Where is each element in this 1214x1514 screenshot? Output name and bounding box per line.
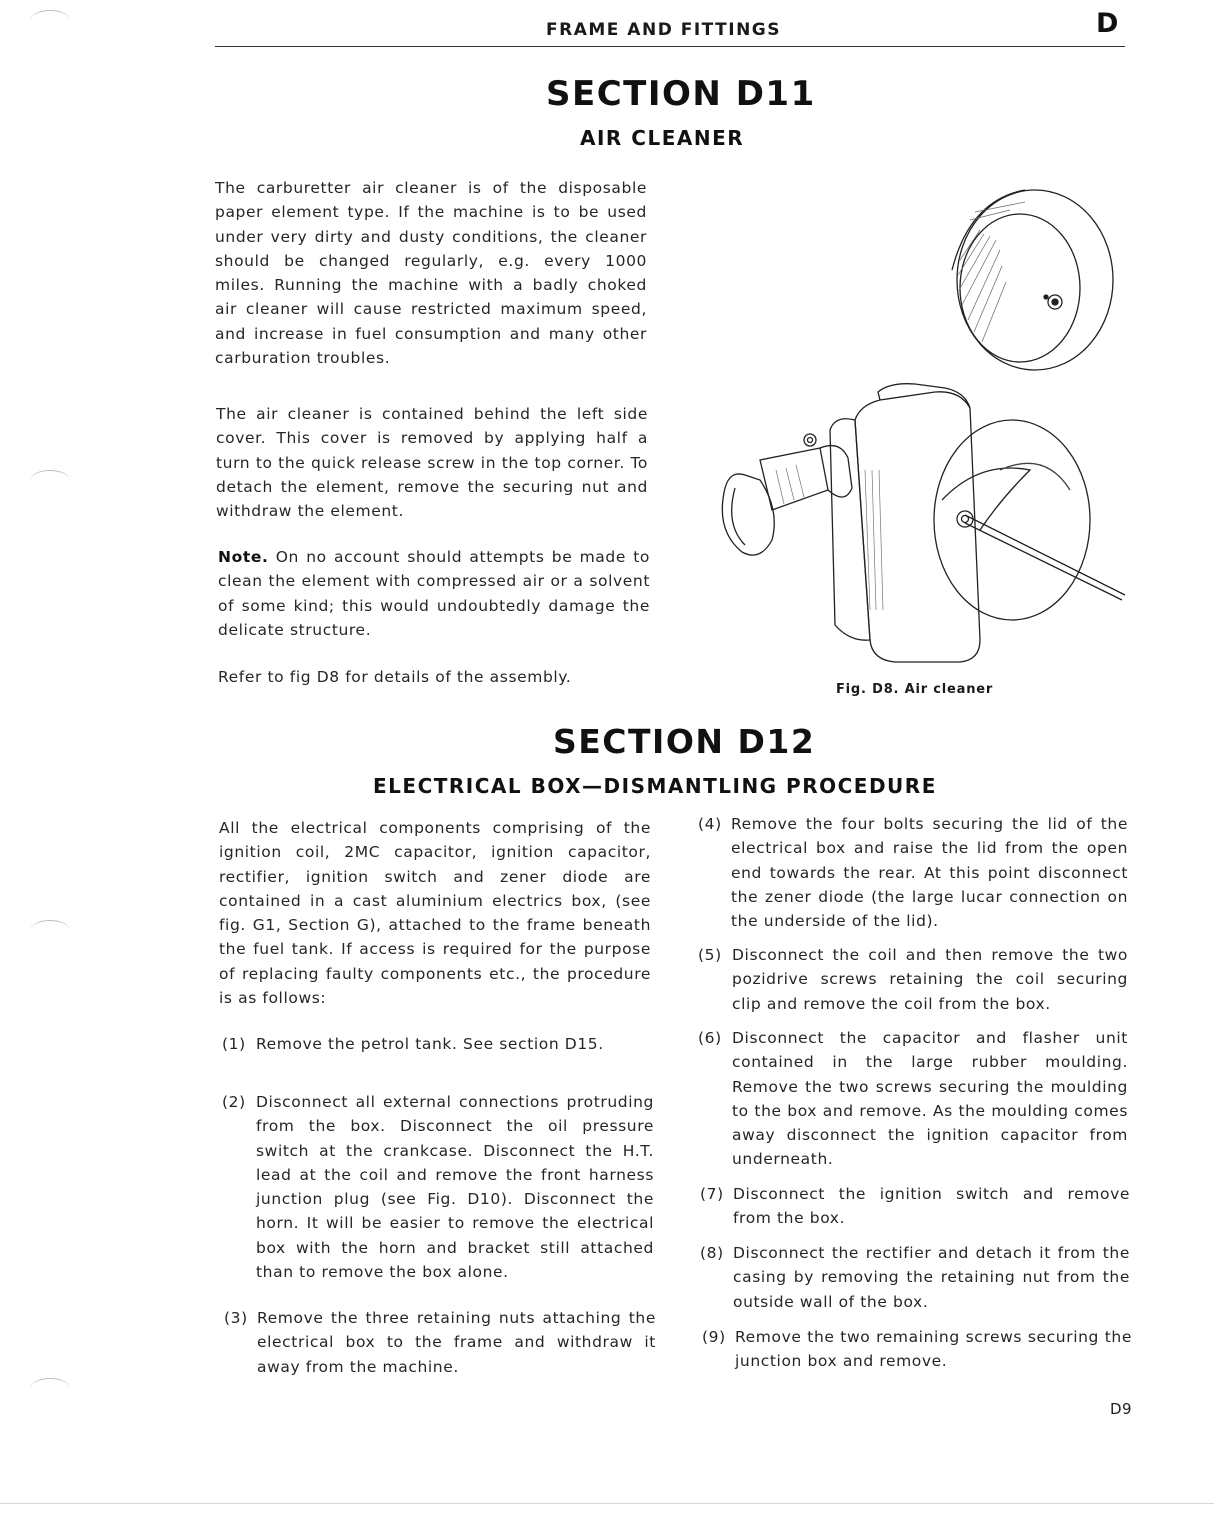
step-text: Remove the two remaining screws securing the junction box and remove. (735, 1328, 1132, 1371)
header-rule (215, 46, 1125, 47)
scan-edge-line (0, 1503, 1214, 1504)
procedure-step (698, 1026, 1128, 1172)
procedure-step (698, 943, 1128, 1016)
punch-hole-shadow (30, 1378, 70, 1399)
step-number: (4) (698, 815, 722, 833)
procedure-step (222, 1090, 654, 1284)
filter-element-drawing (952, 190, 1113, 370)
d11-note (218, 545, 650, 642)
step-text: Remove the petrol tank. See section D15. (256, 1035, 604, 1053)
procedure-step (224, 1306, 656, 1379)
punch-hole-shadow (30, 470, 70, 491)
air-cleaner-illustration (680, 170, 1140, 670)
step-text: Remove the three retaining nuts attaching the electrical box to the frame and withdraw it away from the machine. (257, 1309, 656, 1376)
d11-paragraph-2: The air cleaner is contained behind the left side cover. This cover is removed by applying half a turn to the quick release screw in the top corner. To detach the element, remove the securing nut and withdraw the element. (216, 405, 648, 521)
step-text: Disconnect the rectifier and detach it from the casing by removing the retaining nut from the outside wall of the box. (733, 1244, 1130, 1311)
step-number: (1) (222, 1035, 246, 1053)
section-d12-title: SECTION D12 (553, 722, 816, 761)
step-text: Disconnect all external connections protruding from the box. Disconnect the oil pressure switch at the crankcase. Disconnect the H.T. lead at the coil and remove the front harness junction plug (see Fig. D10). Disconnect the horn. It will be easier to remove the electrical box with the horn and bracket still attached than to remove the box alone. (256, 1093, 654, 1282)
section-d11-subtitle: AIR CLEANER (580, 126, 745, 150)
housing-drawing (830, 384, 1125, 662)
section-d12-subtitle: ELECTRICAL BOX—DISMANTLING PROCEDURE (373, 774, 937, 798)
procedure-step (222, 1032, 654, 1056)
step-number: (9) (702, 1328, 726, 1346)
step-text: Disconnect the capacitor and flasher unit contained in the large rubber moulding. Remove the two screws securing the moulding to the box and remove. As the moulding comes away disconnect the ignition capacitor from underneath. (732, 1029, 1128, 1169)
step-text: Disconnect the coil and then remove the two pozidrive screws retaining the coil securing clip and remove the coil from the box. (732, 946, 1128, 1013)
step-number: (7) (700, 1185, 724, 1203)
procedure-step (702, 1325, 1132, 1374)
d12-intro-paragraph: All the electrical components comprising of the ignition coil, 2MC capacitor, ignition capacitor, rectifier, ignition switch and zener diode are contained in a cast aluminium electrics box, (see fig. G1, Section G), attached to the frame beneath the fuel tank. If access is required for the purpose of replacing faulty components etc., the procedure is as follows: (219, 819, 651, 1008)
step-number: (8) (700, 1244, 724, 1262)
d11-figure-reference: Refer to fig D8 for details of the assembly. (218, 668, 572, 686)
procedure-step (700, 1241, 1130, 1314)
step-number: (5) (698, 946, 722, 964)
note-label: Note. (218, 548, 269, 566)
chapter-letter: D (1096, 8, 1119, 39)
running-header-title: FRAME AND FITTINGS (546, 20, 781, 40)
step-number: (2) (222, 1093, 246, 1111)
step-number: (3) (224, 1309, 248, 1327)
note-text: On no account should attempts be made to clean the element with compressed air or a solvent of some kind; this would undoubtedly damage the delicate structure. (218, 548, 651, 639)
punch-hole-shadow (30, 10, 70, 31)
d11-paragraph-1: The carburetter air cleaner is of the disposable paper element type. If the machine is to be used under very dirty and dusty conditions, the cleaner should be changed regularly, e.g. every 1000 miles. Running the machine with a badly choked air cleaner will cause restricted maximum speed, and increase in fuel consumption and many other carburation troubles. (215, 179, 647, 368)
step-number: (6) (698, 1029, 722, 1047)
page-number: D9 (1110, 1400, 1133, 1418)
step-text: Disconnect the ignition switch and remove from the box. (733, 1185, 1130, 1228)
procedure-step (700, 1182, 1130, 1231)
section-d11-title: SECTION D11 (546, 74, 816, 114)
figure-d8-caption: Fig. D8. Air cleaner (836, 682, 994, 697)
step-text: Remove the four bolts securing the lid of the electrical box and raise the lid from the open end towards the rear. At this point disconnect the zener diode (the large lucar connection on the underside of the lid). (731, 815, 1128, 931)
punch-hole-shadow (30, 920, 70, 941)
procedure-step (698, 812, 1128, 933)
